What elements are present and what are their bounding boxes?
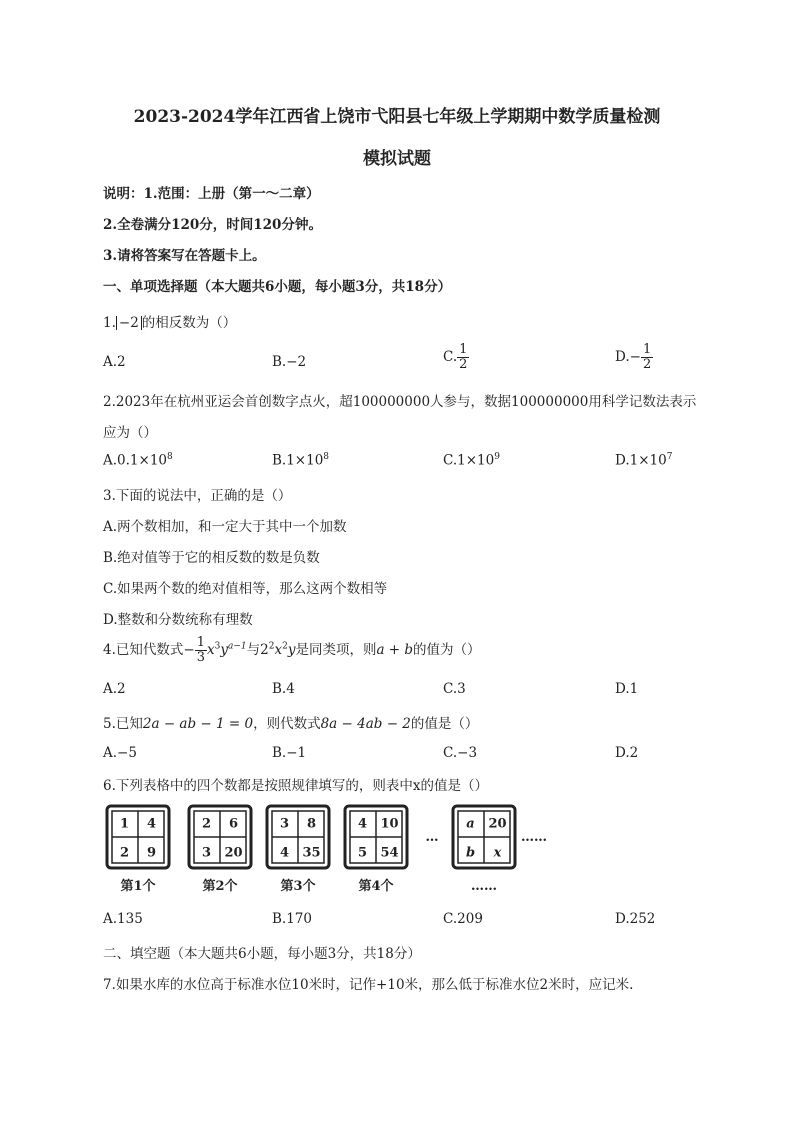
grid-5-cell-3: b	[465, 845, 476, 861]
q1-option-c-num: 1	[459, 342, 468, 357]
q2-option-b-exp: 8	[323, 452, 330, 462]
grid-5-cell-4: x	[493, 845, 502, 861]
question-2-line-2: 应为（）	[103, 425, 157, 441]
grid-2-cell-1: 2	[201, 816, 212, 832]
q4-term1: x	[206, 642, 215, 658]
q4-term2-y: y	[287, 642, 296, 658]
q3-option-a: A.两个数相加，和一定大于其中一个加数	[103, 519, 347, 535]
q5-option-c: C.−3	[443, 745, 478, 761]
q5-prefix: 5.已知	[103, 716, 143, 732]
note-2: 2.全卷满分120分，时间120分钟。	[103, 217, 322, 233]
grid-4-label: 第4个	[358, 879, 394, 894]
q4-mid: 与2	[246, 642, 269, 658]
q1-option-d-den: 2	[642, 357, 652, 372]
q2-option-d	[615, 452, 672, 469]
q4-suffix: 是同类项，则	[295, 642, 377, 658]
figure-ellipsis-end: ……	[521, 830, 547, 845]
q3-option-d: D.整数和分数统称有理数	[103, 612, 253, 628]
q4-prefix: 4.已知代数式−	[103, 642, 195, 658]
grid-3-label: 第3个	[280, 879, 316, 894]
q6-option-d: D.252	[615, 911, 656, 927]
q2-option-c-text: C.1×10	[443, 452, 495, 469]
grid-4-cell-1: 4	[357, 816, 368, 832]
q1-option-d	[615, 343, 653, 372]
q2-option-a	[103, 452, 173, 469]
q4-option-c: C.3	[443, 681, 466, 697]
q3-option-c: C.如果两个数的绝对值相等，那么这两个数相等	[103, 581, 388, 597]
q2-option-a-text: A.0.1×10	[103, 452, 167, 469]
grid-4-cell-3: 5	[357, 845, 368, 861]
q5-option-b: B.−1	[272, 745, 307, 761]
question-3: 3.下面的说法中，正确的是（）	[103, 488, 292, 504]
grid-2-cell-4: 20	[224, 845, 243, 861]
q1-option-d-fraction	[641, 343, 653, 372]
grid-2-cell-2: 6	[228, 816, 239, 832]
grid-2-cell-3: 3	[201, 845, 212, 861]
q4-term1-y-exp: a−1	[227, 641, 247, 652]
q1-option-d-num: 1	[642, 342, 652, 357]
q2-option-a-exp: 8	[167, 452, 173, 462]
q1-option-c-den: 2	[459, 357, 468, 372]
q6-option-c: C.209	[443, 911, 483, 927]
grid-4-cell-2: 10	[380, 816, 399, 832]
grid-1-cell-4: 9	[146, 845, 157, 861]
q4-end: 的值为（）	[413, 642, 481, 658]
q1-suffix: 的相反数为（）	[141, 315, 237, 331]
q2-option-c-exp: 9	[494, 452, 500, 462]
question-7: 7.如果水库的水位高于标准水位10米时，记作+10米，那么低于标准水位2米时，应记米.	[103, 977, 634, 993]
q1-option-a: A.2	[103, 354, 126, 370]
q4-term1-exp: 3	[214, 641, 221, 652]
q4-option-b: B.4	[272, 681, 295, 697]
q4-mid-exp: 2	[268, 641, 275, 652]
q2-option-b-text: B.1×10	[272, 452, 324, 469]
grid-5-cell-2: 20	[488, 816, 507, 832]
grid-5-label: ……	[471, 879, 497, 894]
q1-option-b: B.−2	[272, 354, 307, 370]
q1-option-c	[443, 343, 469, 372]
q4-option-d: D.1	[615, 681, 639, 697]
figure-ellipsis-mid: …	[425, 830, 439, 845]
question-6: 6.下列表格中的四个数都是按照规律填写的，则表中x的值是（）	[103, 778, 488, 794]
section-2-heading: 二、填空题（本大题共6小题，每小题3分，共18分）	[103, 946, 421, 962]
q4-term1-y: y	[220, 642, 228, 658]
q1-option-d-prefix: D.−	[615, 349, 641, 365]
grid-3-cell-1: 3	[279, 816, 290, 832]
page-title: 2023-2024学年江西省上饶市弋阳县七年级上学期期中数学质量检测	[133, 107, 661, 127]
q5-end: 的值是（）	[410, 716, 479, 732]
note-3: 3.请将答案写在答题卡上。	[103, 248, 266, 264]
q2-option-d-text: D.1×10	[615, 452, 667, 469]
grid-3-cell-2: 8	[306, 816, 317, 832]
q2-option-d-exp: 7	[666, 452, 673, 462]
grid-1-cell-1: 1	[119, 816, 130, 832]
q4-term2: x	[274, 642, 283, 658]
q1-prefix: 1.	[103, 315, 116, 331]
question-2-line-1: 2.2023年在杭州亚运会首创数字点火，超100000000人参与，数据100000000用科学记数法表示	[103, 394, 697, 410]
q4-term2-exp: 2	[282, 641, 288, 652]
grid-1-cell-2: 4	[146, 816, 157, 832]
q4-frac-den: 3	[196, 650, 205, 665]
question-4	[103, 636, 481, 665]
grid-2-label: 第2个	[202, 879, 238, 894]
section-1-heading: 一、单项选择题（本大题共6小题，每小题3分，共18分）	[103, 279, 452, 295]
q2-option-c	[443, 452, 500, 469]
q5-mid: ，则代数式	[253, 716, 321, 732]
grid-1-label: 第1个	[120, 879, 156, 894]
question-1	[103, 311, 236, 331]
grid-4-cell-4: 54	[380, 845, 399, 861]
q4-expr: a + b	[376, 642, 414, 658]
q3-option-b: B.绝对值等于它的相反数的数是负数	[103, 550, 320, 566]
q4-fraction	[195, 636, 207, 665]
q4-frac-num: 1	[196, 635, 205, 650]
q5-expression: 8a − 4ab − 2	[320, 716, 411, 732]
q1-option-c-prefix: C.	[443, 349, 458, 365]
grid-1-cell-3: 2	[119, 845, 130, 861]
grid-3-cell-4: 35	[302, 845, 321, 861]
q5-option-a: A.−5	[103, 745, 137, 761]
q5-equation: 2a − ab − 1 = 0	[142, 716, 254, 732]
q5-option-d: D.2	[615, 745, 639, 761]
q1-abs-value: −2	[116, 316, 142, 330]
q6-option-b: B.170	[272, 911, 312, 927]
note-1: 说明：1.范围：上册（第一～二章）	[103, 186, 320, 202]
q1-option-c-fraction	[457, 343, 469, 372]
grid-5-cell-1: a	[466, 816, 475, 832]
q6-option-a: A.135	[103, 911, 143, 927]
grid-3-cell-3: 4	[279, 845, 290, 861]
question-5	[103, 712, 478, 732]
q2-option-b	[272, 452, 329, 469]
q6-pattern-figure	[104, 800, 550, 898]
page-subtitle: 模拟试题	[363, 149, 431, 169]
q4-option-a: A.2	[103, 681, 126, 697]
